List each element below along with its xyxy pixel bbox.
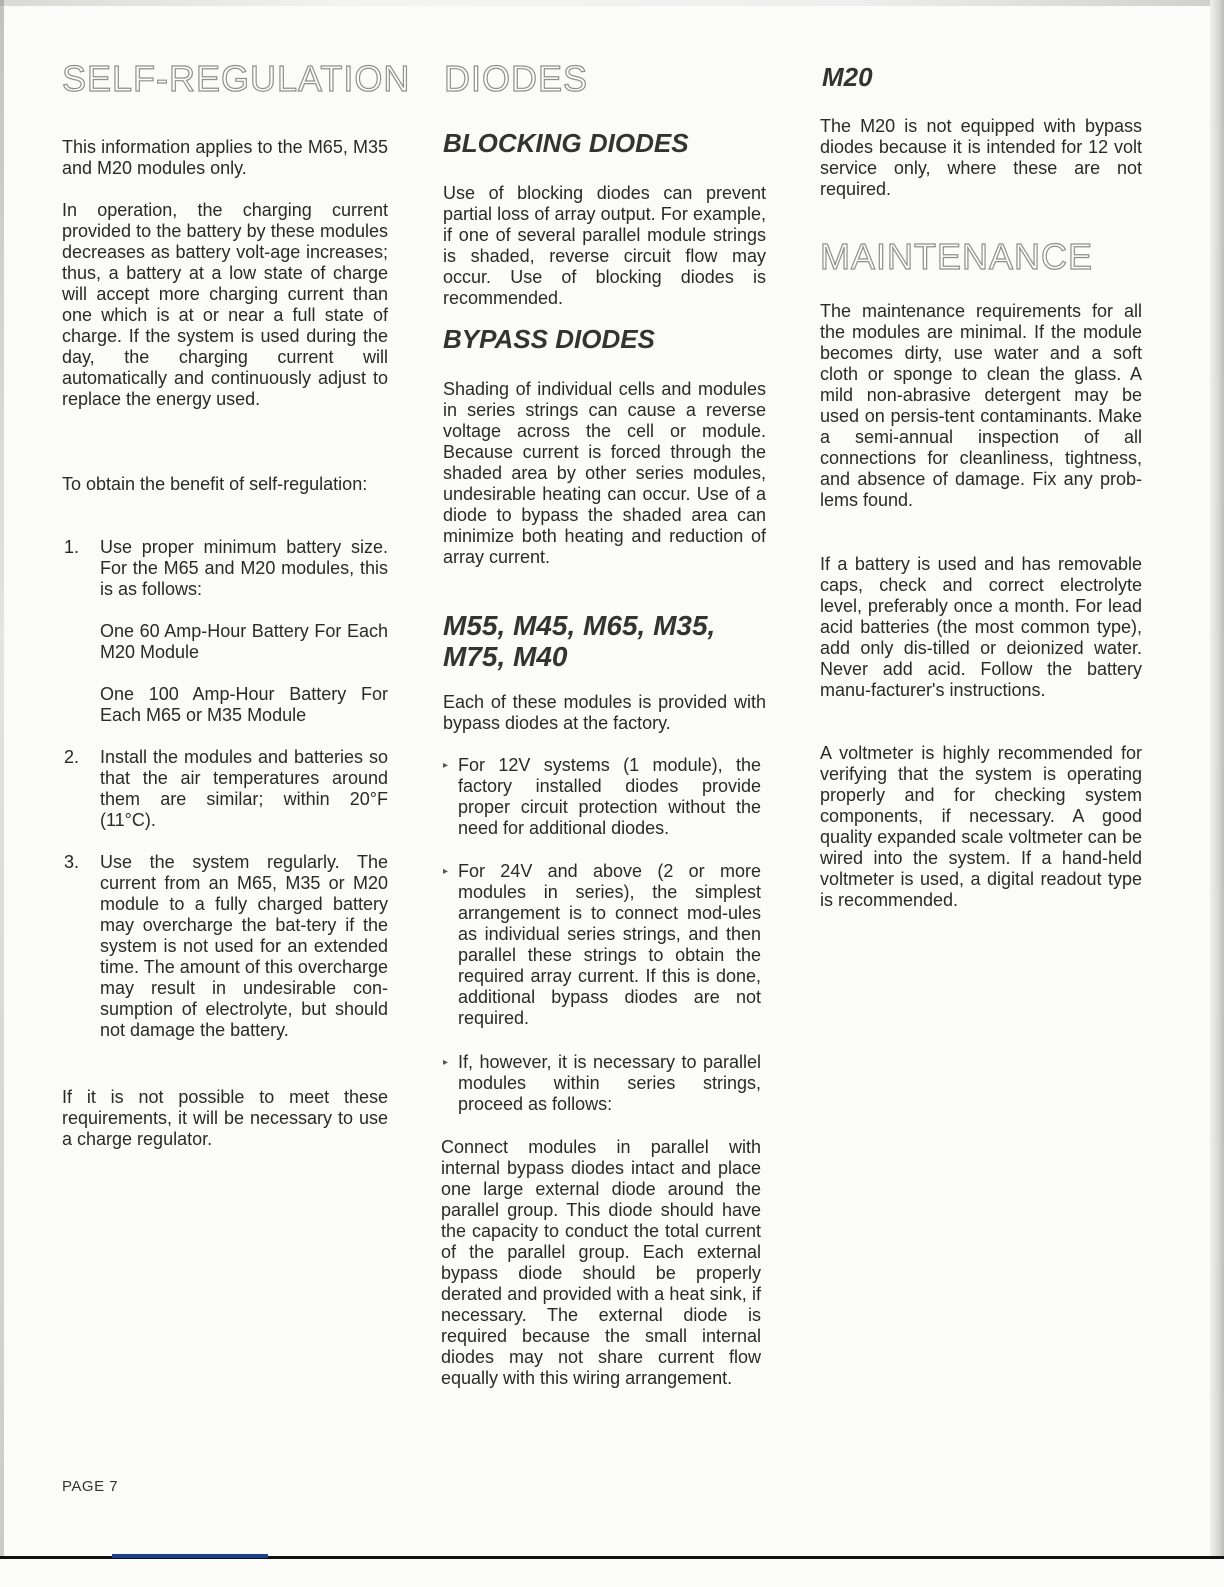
page-edge-left bbox=[0, 0, 4, 1584]
page-edge-right bbox=[1210, 0, 1224, 1584]
battery-size-m65-m35: One 100 Amp-Hour Battery For Each M65 or M35 Module bbox=[100, 684, 388, 725]
page-number: PAGE 7 bbox=[62, 1478, 119, 1495]
heading-maintenance: MAINTENANCE bbox=[820, 236, 1094, 277]
operation-paragraph: In operation, the charging current provided to the battery by these modules decreases as battery volt-age increases; thus, a battery at a low state of charge will accept more charging current than one which is at or near a full state of charge. If the system is used during the day, the charging current will automatically and continuously adjust to replace the energy used. bbox=[62, 200, 388, 409]
m20-paragraph: The M20 is not equipped with bypass diodes because it is intended for 12 volt service only, where these are not required. bbox=[820, 116, 1142, 199]
bullet-item: If, however, it is necessary to parallel modules within series strings, proceed as follows: bbox=[458, 1052, 761, 1114]
list-number: 2. bbox=[64, 747, 80, 767]
list-item: Use the system regularly. The current from an M65, M35 or M20 module to a fully charged battery may overcharge the bat-tery if the system is not used for an extended time. The amount of this overcharge may result in undesirable con-sumption of electrolyte, but should not damage the battery. bbox=[100, 852, 388, 1040]
list-number: 1. bbox=[64, 537, 80, 557]
heading-blocking-diodes: BLOCKING DIODES bbox=[443, 128, 689, 158]
intro-paragraph: This information applies to the M65, M35 and M20 modules only. bbox=[62, 137, 388, 178]
bypass-paragraph: Shading of individual cells and modules in series strings can cause a reverse voltage across the cell or module. Because current is forced through the shaded area by other series modules, undesirable heating can occur. Use of a diode to bypass the shaded area can minimize both heating and reduction of array current. bbox=[443, 379, 766, 567]
closing-paragraph: If it is not possible to meet these requirements, it will be necessary to use a charge regulator. bbox=[62, 1087, 388, 1149]
page-edge-bottom bbox=[0, 1556, 1224, 1587]
bullet-arrow-icon: ▸ bbox=[443, 760, 449, 771]
list-item: Install the modules and batteries so that the air temperatures around them are similar; within 20°F (11°C). bbox=[100, 747, 388, 830]
page-edge-top bbox=[0, 0, 1224, 6]
bullet-arrow-icon: ▸ bbox=[443, 866, 449, 877]
maintenance-paragraph: The maintenance requirements for all the modules are minimal. If the module becomes dirty, use water and a soft cloth or sponge to clean the glass. A mild non-abrasive detergent may be used on persis-tent contaminants. Make a semi-annual inspection of all connections for cleanliness, tightness, and absence of damage. Fix any prob-lems found. bbox=[820, 301, 1142, 510]
list-item: Use proper minimum battery size. For the M65 and M20 modules, this is as follows: bbox=[100, 537, 388, 599]
bullet-arrow-icon: ▸ bbox=[443, 1057, 449, 1068]
battery-maintenance-paragraph: If a battery is used and has removable caps, check and correct electrolyte level, preferably once a month. For lead acid batteries (the most common type), add only dis-tilled or deionized water. Never add acid. Follow the battery manu-facturer's instructions. bbox=[820, 554, 1142, 700]
heading-models-line1: M55, M45, M65, M35, bbox=[443, 610, 716, 641]
models-intro-paragraph: Each of these modules is provided with bypass diodes at the factory. bbox=[443, 692, 766, 733]
bullet-item: For 24V and above (2 or more modules in series), the simplest arrangement is to connect mod-ules as individual series strings, and then parallel these strings to obtain the required array current. If this is done, additional bypass diodes are not required. bbox=[458, 861, 761, 1028]
heading-m20: M20 bbox=[822, 62, 873, 92]
connect-paragraph: Connect modules in parallel with internal bypass diodes intact and place one large external diode around the parallel group. This diode should have the capacity to conduct the total current of the parallel group. Each external bypass diode should be properly derated and provided with a heat sink, if necessary. The external diode is required because the small internal diodes may not share current flow equally with this wiring arrangement. bbox=[441, 1137, 761, 1388]
obtain-paragraph: To obtain the benefit of self-regulation: bbox=[62, 474, 368, 494]
heading-self-regulation: SELF-REGULATION bbox=[62, 58, 411, 99]
battery-size-m20: One 60 Amp-Hour Battery For Each M20 Module bbox=[100, 621, 388, 662]
voltmeter-paragraph: A voltmeter is highly recommended for verifying that the system is operating properly and for checking system components, if necessary. A good quality expanded scale voltmeter can be wired into the system. If a hand-held voltmeter is used, a digital readout type is recommended. bbox=[820, 743, 1142, 910]
list-number: 3. bbox=[64, 852, 80, 872]
heading-bypass-diodes: BYPASS DIODES bbox=[443, 324, 655, 354]
bottom-blue-mark bbox=[112, 1554, 268, 1558]
blocking-paragraph: Use of blocking diodes can prevent partial loss of array output. For example, if one of several parallel module strings is shaded, reverse circuit flow may occur. Use of blocking diodes is recommended. bbox=[443, 183, 766, 308]
heading-diodes: DIODES bbox=[444, 58, 589, 99]
bullet-item: For 12V systems (1 module), the factory installed diodes provide proper circuit protection without the need for additional diodes. bbox=[458, 755, 761, 838]
heading-models-line2: M75, M40 bbox=[443, 641, 568, 672]
